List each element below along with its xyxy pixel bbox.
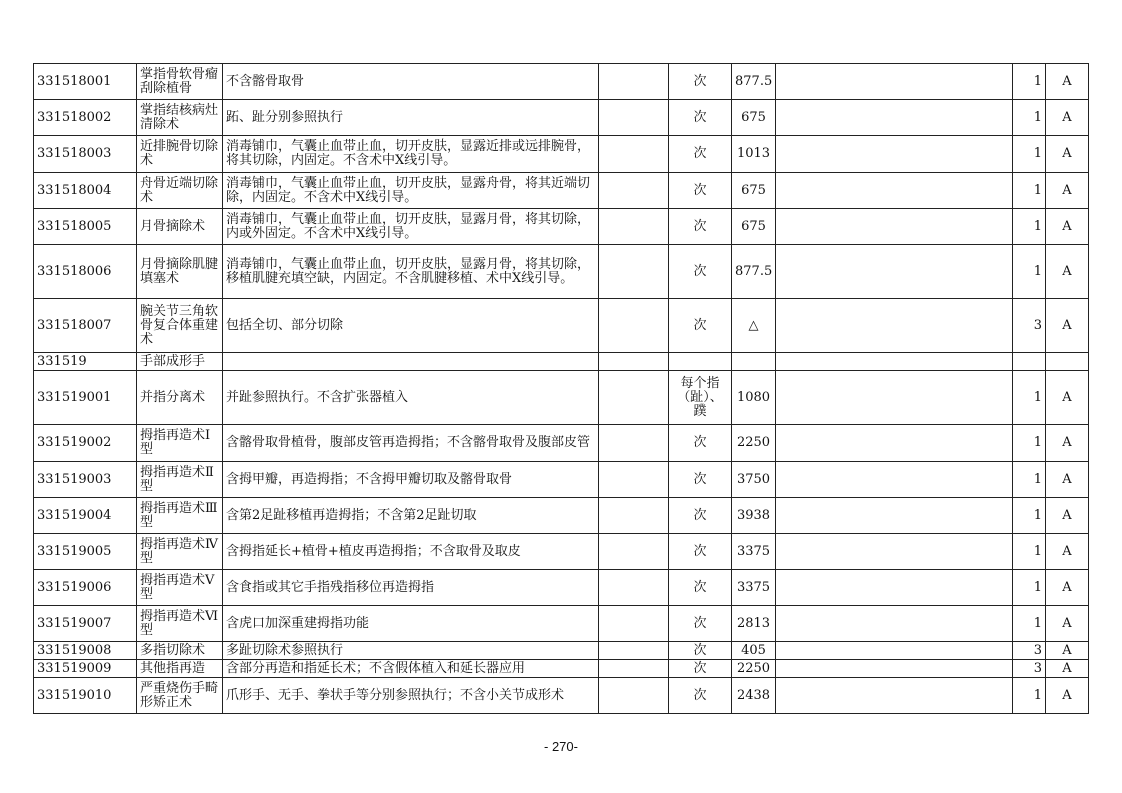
notes-cell xyxy=(776,353,1013,371)
exclusions-cell xyxy=(599,678,669,714)
price-cell: 2813 xyxy=(732,606,776,642)
item-content-cell: 包括全切、部分切除 xyxy=(223,299,599,353)
table-row xyxy=(34,425,1089,462)
notes-cell xyxy=(776,173,1013,209)
notes-cell xyxy=(776,570,1013,606)
class-cell: A xyxy=(1046,100,1089,136)
notes-cell xyxy=(776,498,1013,534)
notes-cell xyxy=(776,136,1013,173)
price-cell: 2250 xyxy=(732,660,776,678)
item-name-cell: 拇指再造术Ⅵ型 xyxy=(137,606,223,642)
price-cell: 3375 xyxy=(732,570,776,606)
table-row xyxy=(34,64,1089,100)
item-name-cell: 舟骨近端切除术 xyxy=(137,173,223,209)
price-cell: △ xyxy=(732,299,776,353)
unit-cell: 次 xyxy=(669,606,732,642)
price-cell xyxy=(732,353,776,371)
exclusions-cell xyxy=(599,534,669,570)
category-number-cell: 1 xyxy=(1013,100,1046,136)
table-row xyxy=(34,498,1089,534)
item-code-cell: 331518002 xyxy=(34,100,137,136)
item-name-cell: 拇指再造术Ⅱ型 xyxy=(137,462,223,498)
table-row xyxy=(34,353,1089,371)
price-cell: 675 xyxy=(732,209,776,245)
table-row xyxy=(34,136,1089,173)
item-code-cell: 331518005 xyxy=(34,209,137,245)
unit-cell: 次 xyxy=(669,425,732,462)
exclusions-cell xyxy=(599,606,669,642)
item-code-cell: 331519006 xyxy=(34,570,137,606)
category-number-cell: 1 xyxy=(1013,425,1046,462)
item-code-cell: 331519004 xyxy=(34,498,137,534)
table-row xyxy=(34,678,1089,714)
item-name-cell: 掌指结核病灶清除术 xyxy=(137,100,223,136)
exclusions-cell xyxy=(599,353,669,371)
category-number-cell: 1 xyxy=(1013,570,1046,606)
item-name-cell: 拇指再造术Ⅲ型 xyxy=(137,498,223,534)
fee-schedule-table xyxy=(33,63,1089,714)
class-cell: A xyxy=(1046,462,1089,498)
class-cell: A xyxy=(1046,64,1089,100)
notes-cell xyxy=(776,642,1013,660)
exclusions-cell xyxy=(599,245,669,299)
item-content-cell: 爪形手、无手、拳状手等分别参照执行；不含小关节成形术 xyxy=(223,678,599,714)
category-number-cell: 1 xyxy=(1013,136,1046,173)
item-name-cell: 多指切除术 xyxy=(137,642,223,660)
table-row xyxy=(34,299,1089,353)
class-cell: A xyxy=(1046,498,1089,534)
exclusions-cell xyxy=(599,570,669,606)
category-number-cell: 1 xyxy=(1013,606,1046,642)
class-cell: A xyxy=(1046,136,1089,173)
unit-cell: 次 xyxy=(669,642,732,660)
exclusions-cell xyxy=(599,173,669,209)
category-number-cell: 1 xyxy=(1013,371,1046,425)
item-content-cell: 含髂骨取骨植骨，腹部皮管再造拇指；不含髂骨取骨及腹部皮管 xyxy=(223,425,599,462)
unit-cell: 次 xyxy=(669,462,732,498)
exclusions-cell xyxy=(599,498,669,534)
class-cell: A xyxy=(1046,425,1089,462)
class-cell: A xyxy=(1046,642,1089,660)
item-code-cell: 331519009 xyxy=(34,660,137,678)
item-content-cell: 含拇指延长+植骨+植皮再造拇指；不含取骨及取皮 xyxy=(223,534,599,570)
notes-cell xyxy=(776,678,1013,714)
unit-cell: 次 xyxy=(669,678,732,714)
notes-cell xyxy=(776,100,1013,136)
price-cell: 675 xyxy=(732,173,776,209)
notes-cell xyxy=(776,534,1013,570)
item-name-cell: 近排腕骨切除术 xyxy=(137,136,223,173)
table-row xyxy=(34,534,1089,570)
category-number-cell: 1 xyxy=(1013,209,1046,245)
class-cell: A xyxy=(1046,534,1089,570)
item-code-cell: 331519003 xyxy=(34,462,137,498)
item-content-cell: 含第2足趾移植再造拇指；不含第2足趾切取 xyxy=(223,498,599,534)
category-number-cell: 1 xyxy=(1013,173,1046,209)
class-cell: A xyxy=(1046,660,1089,678)
item-content-cell: 多趾切除术参照执行 xyxy=(223,642,599,660)
unit-cell xyxy=(669,353,732,371)
item-content-cell: 不含髂骨取骨 xyxy=(223,64,599,100)
item-name-cell: 月骨摘除肌腱填塞术 xyxy=(137,245,223,299)
table-row xyxy=(34,209,1089,245)
unit-cell: 次 xyxy=(669,209,732,245)
category-number-cell: 1 xyxy=(1013,678,1046,714)
item-name-cell: 掌指骨软骨瘤刮除植骨 xyxy=(137,64,223,100)
item-name-cell: 腕关节三角软骨复合体重建术 xyxy=(137,299,223,353)
item-content-cell xyxy=(223,353,599,371)
price-cell: 2438 xyxy=(732,678,776,714)
notes-cell xyxy=(776,660,1013,678)
unit-cell: 次 xyxy=(669,299,732,353)
exclusions-cell xyxy=(599,209,669,245)
class-cell xyxy=(1046,353,1089,371)
price-cell: 877.5 xyxy=(732,245,776,299)
page-number: - 270- xyxy=(544,739,578,754)
item-name-cell: 月骨摘除术 xyxy=(137,209,223,245)
class-cell: A xyxy=(1046,371,1089,425)
table-row xyxy=(34,570,1089,606)
notes-cell xyxy=(776,209,1013,245)
class-cell: A xyxy=(1046,606,1089,642)
price-cell: 877.5 xyxy=(732,64,776,100)
item-code-cell: 331518003 xyxy=(34,136,137,173)
category-number-cell: 1 xyxy=(1013,498,1046,534)
notes-cell xyxy=(776,462,1013,498)
item-code-cell: 331518006 xyxy=(34,245,137,299)
table-row xyxy=(34,462,1089,498)
exclusions-cell xyxy=(599,660,669,678)
unit-cell: 次 xyxy=(669,100,732,136)
item-name-cell: 并指分离术 xyxy=(137,371,223,425)
item-code-cell: 331518004 xyxy=(34,173,137,209)
item-code-cell: 331519008 xyxy=(34,642,137,660)
table-row xyxy=(34,642,1089,660)
unit-cell: 次 xyxy=(669,660,732,678)
item-content-cell: 消毒铺巾，气囊止血带止血，切开皮肤，显露月骨，将其切除，移植肌腱充填空缺，内固定。不含肌腱移植、术中X线引导。 xyxy=(223,245,599,299)
price-cell: 1080 xyxy=(732,371,776,425)
price-cell: 3938 xyxy=(732,498,776,534)
unit-cell: 次 xyxy=(669,570,732,606)
class-cell: A xyxy=(1046,299,1089,353)
notes-cell xyxy=(776,371,1013,425)
class-cell: A xyxy=(1046,678,1089,714)
class-cell: A xyxy=(1046,245,1089,299)
price-cell: 675 xyxy=(732,100,776,136)
exclusions-cell xyxy=(599,642,669,660)
exclusions-cell xyxy=(599,371,669,425)
item-code-cell: 331519002 xyxy=(34,425,137,462)
category-number-cell: 3 xyxy=(1013,642,1046,660)
category-number-cell: 1 xyxy=(1013,64,1046,100)
unit-cell: 每个指（趾）、蹼 xyxy=(669,371,732,425)
table-row xyxy=(34,173,1089,209)
exclusions-cell xyxy=(599,299,669,353)
table-row xyxy=(34,660,1089,678)
unit-cell: 次 xyxy=(669,534,732,570)
item-name-cell: 严重烧伤手畸形矫正术 xyxy=(137,678,223,714)
exclusions-cell xyxy=(599,136,669,173)
item-content-cell: 跖、趾分别参照执行 xyxy=(223,100,599,136)
item-code-cell: 331519 xyxy=(34,353,137,371)
notes-cell xyxy=(776,245,1013,299)
item-code-cell: 331519001 xyxy=(34,371,137,425)
category-number-cell: 1 xyxy=(1013,245,1046,299)
class-cell: A xyxy=(1046,173,1089,209)
item-content-cell: 消毒铺巾，气囊止血带止血，切开皮肤，显露舟骨，将其近端切除，内固定。不含术中X线引导。 xyxy=(223,173,599,209)
category-number-cell: 3 xyxy=(1013,660,1046,678)
table-row xyxy=(34,100,1089,136)
table-row xyxy=(34,245,1089,299)
category-number-cell: 1 xyxy=(1013,534,1046,570)
price-cell: 1013 xyxy=(732,136,776,173)
exclusions-cell xyxy=(599,462,669,498)
item-content-cell: 含虎口加深重建拇指功能 xyxy=(223,606,599,642)
category-number-cell xyxy=(1013,353,1046,371)
item-code-cell: 331518001 xyxy=(34,64,137,100)
item-code-cell: 331519010 xyxy=(34,678,137,714)
unit-cell: 次 xyxy=(669,64,732,100)
item-name-cell: 拇指再造术Ⅳ型 xyxy=(137,534,223,570)
item-content-cell: 消毒铺巾，气囊止血带止血，切开皮肤，显露月骨，将其切除，内或外固定。不含术中X线引导。 xyxy=(223,209,599,245)
table-row xyxy=(34,371,1089,425)
item-content-cell: 含部分再造和指延长术；不含假体植入和延长器应用 xyxy=(223,660,599,678)
item-content-cell: 消毒铺巾，气囊止血带止血，切开皮肤，显露近排或远排腕骨，将其切除，内固定。不含术中X线引导。 xyxy=(223,136,599,173)
price-cell: 405 xyxy=(732,642,776,660)
item-content-cell: 并趾参照执行。不含扩张器植入 xyxy=(223,371,599,425)
item-name-cell: 手部成形手 xyxy=(137,353,223,371)
unit-cell: 次 xyxy=(669,136,732,173)
price-cell: 3750 xyxy=(732,462,776,498)
item-code-cell: 331519007 xyxy=(34,606,137,642)
class-cell: A xyxy=(1046,209,1089,245)
item-name-cell: 其他指再造 xyxy=(137,660,223,678)
item-code-cell: 331518007 xyxy=(34,299,137,353)
class-cell: A xyxy=(1046,570,1089,606)
category-number-cell: 3 xyxy=(1013,299,1046,353)
table-body xyxy=(34,64,1089,714)
notes-cell xyxy=(776,606,1013,642)
unit-cell: 次 xyxy=(669,498,732,534)
notes-cell xyxy=(776,299,1013,353)
exclusions-cell xyxy=(599,64,669,100)
item-content-cell: 含拇甲瓣，再造拇指；不含拇甲瓣切取及髂骨取骨 xyxy=(223,462,599,498)
item-code-cell: 331519005 xyxy=(34,534,137,570)
table-row xyxy=(34,606,1089,642)
item-name-cell: 拇指再造术Ⅴ型 xyxy=(137,570,223,606)
category-number-cell: 1 xyxy=(1013,462,1046,498)
exclusions-cell xyxy=(599,100,669,136)
notes-cell xyxy=(776,425,1013,462)
price-cell: 3375 xyxy=(732,534,776,570)
exclusions-cell xyxy=(599,425,669,462)
unit-cell: 次 xyxy=(669,173,732,209)
item-name-cell: 拇指再造术Ⅰ型 xyxy=(137,425,223,462)
price-cell: 2250 xyxy=(732,425,776,462)
item-content-cell: 含食指或其它手指残指移位再造拇指 xyxy=(223,570,599,606)
unit-cell: 次 xyxy=(669,245,732,299)
notes-cell xyxy=(776,64,1013,100)
